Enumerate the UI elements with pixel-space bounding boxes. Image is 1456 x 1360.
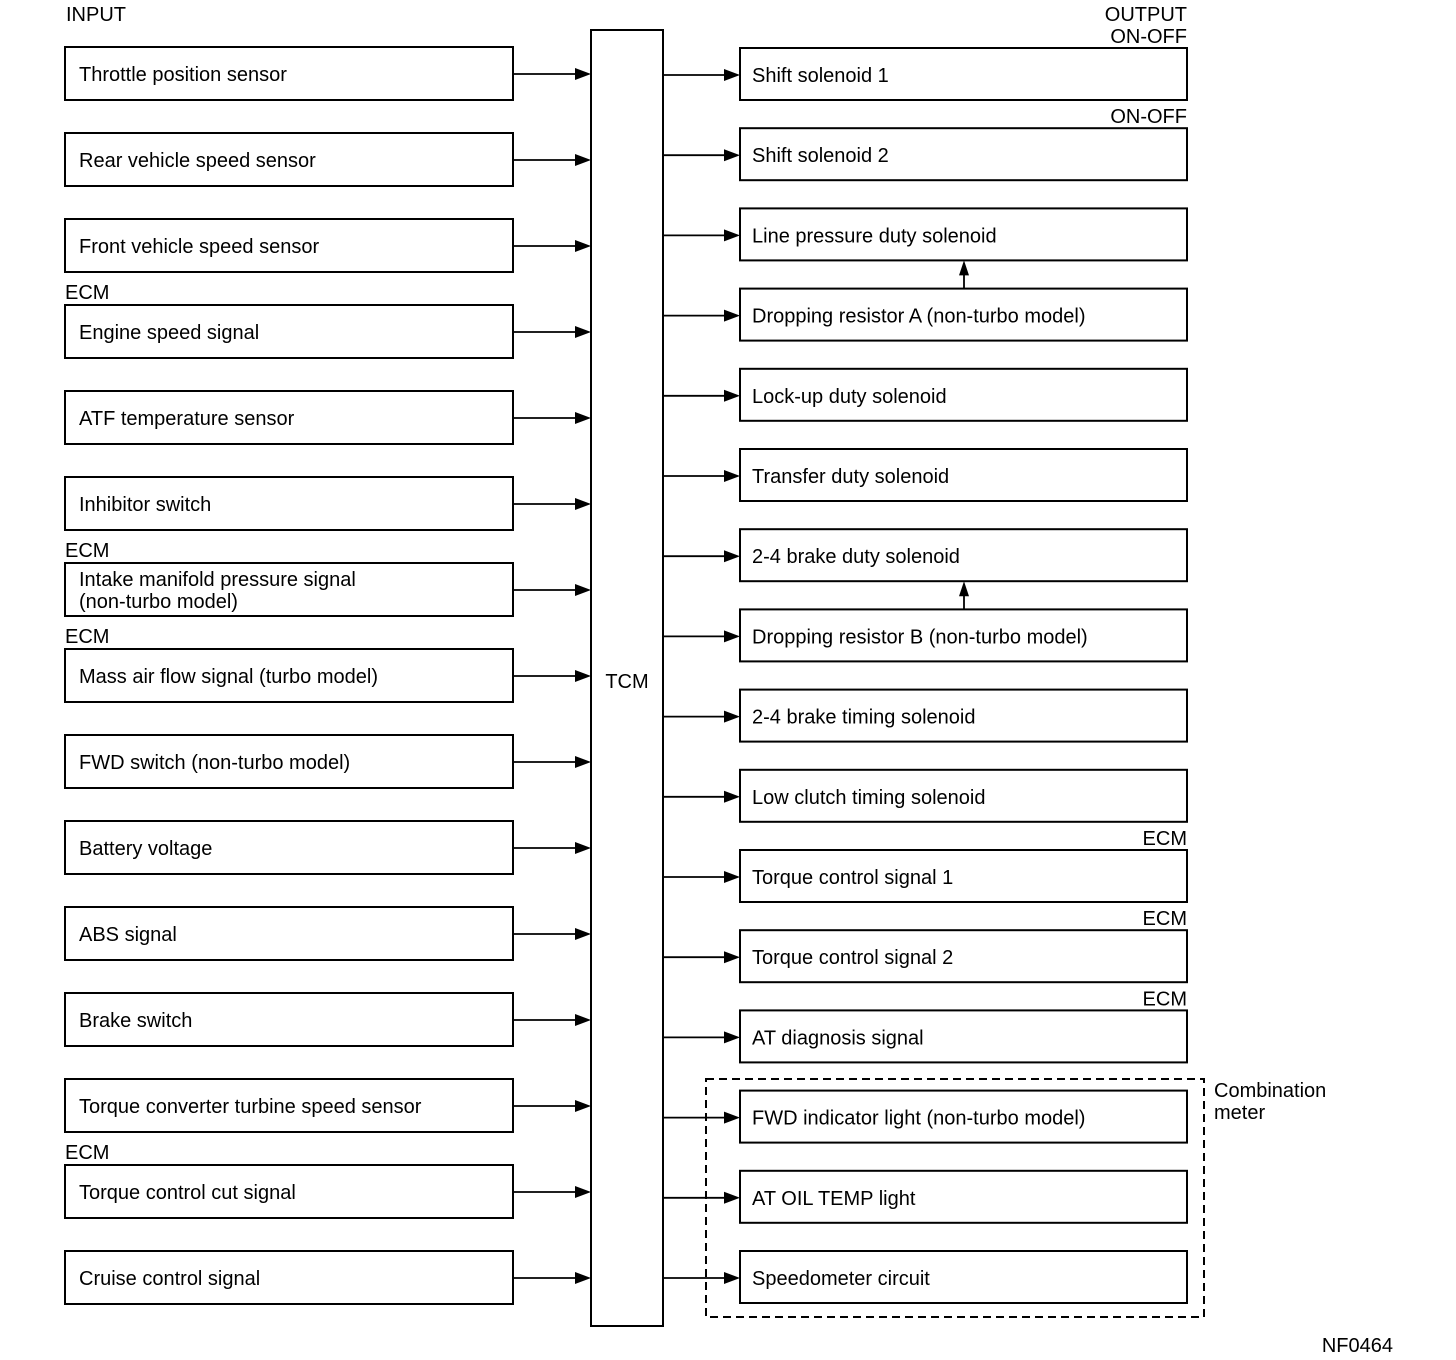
output-item <box>663 1171 1187 1223</box>
output-arrowhead <box>724 470 740 482</box>
input-label: Intake manifold pressure signal <box>79 569 356 591</box>
input-arrowhead <box>575 670 591 682</box>
output-tag: ON-OFF <box>1110 26 1187 48</box>
output-item <box>663 828 1187 902</box>
output-label: Line pressure duty solenoid <box>752 225 997 248</box>
input-label: ABS signal <box>79 924 177 946</box>
input-item <box>65 1251 591 1304</box>
input-arrowhead <box>575 412 591 424</box>
output-label: Shift solenoid 1 <box>752 65 889 87</box>
input-item <box>65 219 591 272</box>
input-item <box>65 1142 591 1218</box>
input-item <box>65 391 591 444</box>
tcm-label: TCM <box>605 671 649 693</box>
input-item <box>65 47 591 100</box>
input-item <box>65 907 591 960</box>
input-label: FWD switch (non-turbo model) <box>79 752 351 774</box>
figure-code: NF0464 <box>1321 1335 1393 1357</box>
input-label: Battery voltage <box>79 838 213 860</box>
resistor-link-arrowhead <box>959 581 969 596</box>
output-arrowhead <box>724 711 740 723</box>
output-item <box>663 289 1187 341</box>
input-label: Mass air flow signal (turbo model) <box>79 666 378 688</box>
input-item <box>65 626 591 702</box>
input-arrowhead <box>575 240 591 252</box>
output-item <box>663 26 1187 100</box>
output-item <box>663 609 1187 661</box>
output-arrowhead <box>724 1112 740 1124</box>
input-label: Front vehicle speed sensor <box>79 236 320 258</box>
output-label: 2-4 brake timing solenoid <box>752 706 976 729</box>
output-label: FWD indicator light (non-turbo model) <box>752 1107 1086 1130</box>
output-arrowhead <box>724 310 740 322</box>
input-item <box>65 133 591 186</box>
output-item <box>663 106 1187 180</box>
input-label: Torque control cut signal <box>79 1182 296 1204</box>
input-arrowhead <box>575 1100 591 1112</box>
output-label: Dropping resistor A (non-turbo model) <box>752 305 1086 328</box>
output-item <box>663 690 1187 742</box>
input-arrowhead <box>575 842 591 854</box>
output-tag: ECM <box>1142 988 1187 1011</box>
input-label-line2: (non-turbo model) <box>79 591 238 613</box>
combination-meter-label-line2: meter <box>1214 1102 1266 1124</box>
input-arrowhead <box>575 498 591 510</box>
output-arrowhead <box>724 149 740 161</box>
input-label: Brake switch <box>79 1010 193 1032</box>
input-arrowhead <box>575 154 591 166</box>
output-item <box>663 770 1187 822</box>
input-ecm-tag: ECM <box>65 1142 110 1164</box>
input-item <box>65 993 591 1046</box>
output-arrowhead <box>724 871 740 883</box>
output-label: Shift solenoid 2 <box>752 145 889 168</box>
output-label: AT diagnosis signal <box>752 1027 924 1050</box>
output-label: Low clutch timing solenoid <box>752 786 986 809</box>
output-item <box>663 369 1187 421</box>
input-label: Engine speed signal <box>79 322 260 344</box>
input-label: Cruise control signal <box>79 1268 261 1290</box>
input-arrowhead <box>575 584 591 596</box>
input-label: Throttle position sensor <box>79 64 287 86</box>
output-arrowhead <box>724 1272 740 1284</box>
input-item <box>65 821 591 874</box>
output-label: Speedometer circuit <box>752 1268 930 1290</box>
input-arrowhead <box>575 1186 591 1198</box>
output-item <box>663 208 1187 260</box>
input-item <box>65 477 591 530</box>
output-arrowhead <box>724 69 740 81</box>
input-label: ATF temperature sensor <box>79 408 295 430</box>
output-label: AT OIL TEMP light <box>752 1187 916 1210</box>
output-arrowhead <box>724 1192 740 1204</box>
output-item <box>663 1091 1187 1143</box>
inputs-group <box>65 47 591 1304</box>
output-item <box>663 988 1187 1062</box>
input-item <box>65 1079 591 1132</box>
output-arrowhead <box>724 550 740 562</box>
output-arrowhead <box>724 390 740 402</box>
input-arrowhead <box>575 756 591 768</box>
output-arrowhead <box>724 1031 740 1043</box>
output-arrowhead <box>724 229 740 241</box>
input-item <box>65 735 591 788</box>
output-heading: OUTPUT <box>1104 4 1187 26</box>
input-arrowhead <box>575 1014 591 1026</box>
output-label: Torque control signal 1 <box>752 867 954 889</box>
input-item <box>65 540 591 616</box>
combination-meter-label-line1: Combination <box>1214 1080 1327 1102</box>
input-arrowhead <box>575 928 591 940</box>
output-arrowhead <box>724 791 740 803</box>
output-item <box>663 449 1187 501</box>
output-tag: ECM <box>1142 908 1187 931</box>
resistor-link-arrowhead <box>959 260 969 275</box>
input-label: Torque converter turbine speed sensor <box>79 1096 422 1118</box>
input-arrowhead <box>575 68 591 80</box>
input-ecm-tag: ECM <box>65 282 110 304</box>
input-arrowhead <box>575 1272 591 1284</box>
input-ecm-tag: ECM <box>65 540 110 562</box>
output-arrowhead <box>724 951 740 963</box>
output-label: 2-4 brake duty solenoid <box>752 546 960 569</box>
output-label: Dropping resistor B (non-turbo model) <box>752 626 1088 649</box>
output-label: Torque control signal 2 <box>752 947 954 970</box>
output-label: Transfer duty solenoid <box>752 466 950 488</box>
input-heading: INPUT <box>66 4 126 26</box>
output-item <box>663 908 1187 982</box>
input-label: Rear vehicle speed sensor <box>79 150 316 172</box>
output-label: Lock-up duty solenoid <box>752 385 947 408</box>
output-item <box>663 529 1187 581</box>
input-item <box>65 282 591 358</box>
outputs-group <box>663 26 1187 1303</box>
input-label: Inhibitor switch <box>79 494 212 516</box>
input-ecm-tag: ECM <box>65 626 110 648</box>
output-item <box>663 1251 1187 1303</box>
output-tag: ECM <box>1142 828 1187 850</box>
input-arrowhead <box>575 326 591 338</box>
output-arrowhead <box>724 630 740 642</box>
output-tag: ON-OFF <box>1110 106 1187 129</box>
